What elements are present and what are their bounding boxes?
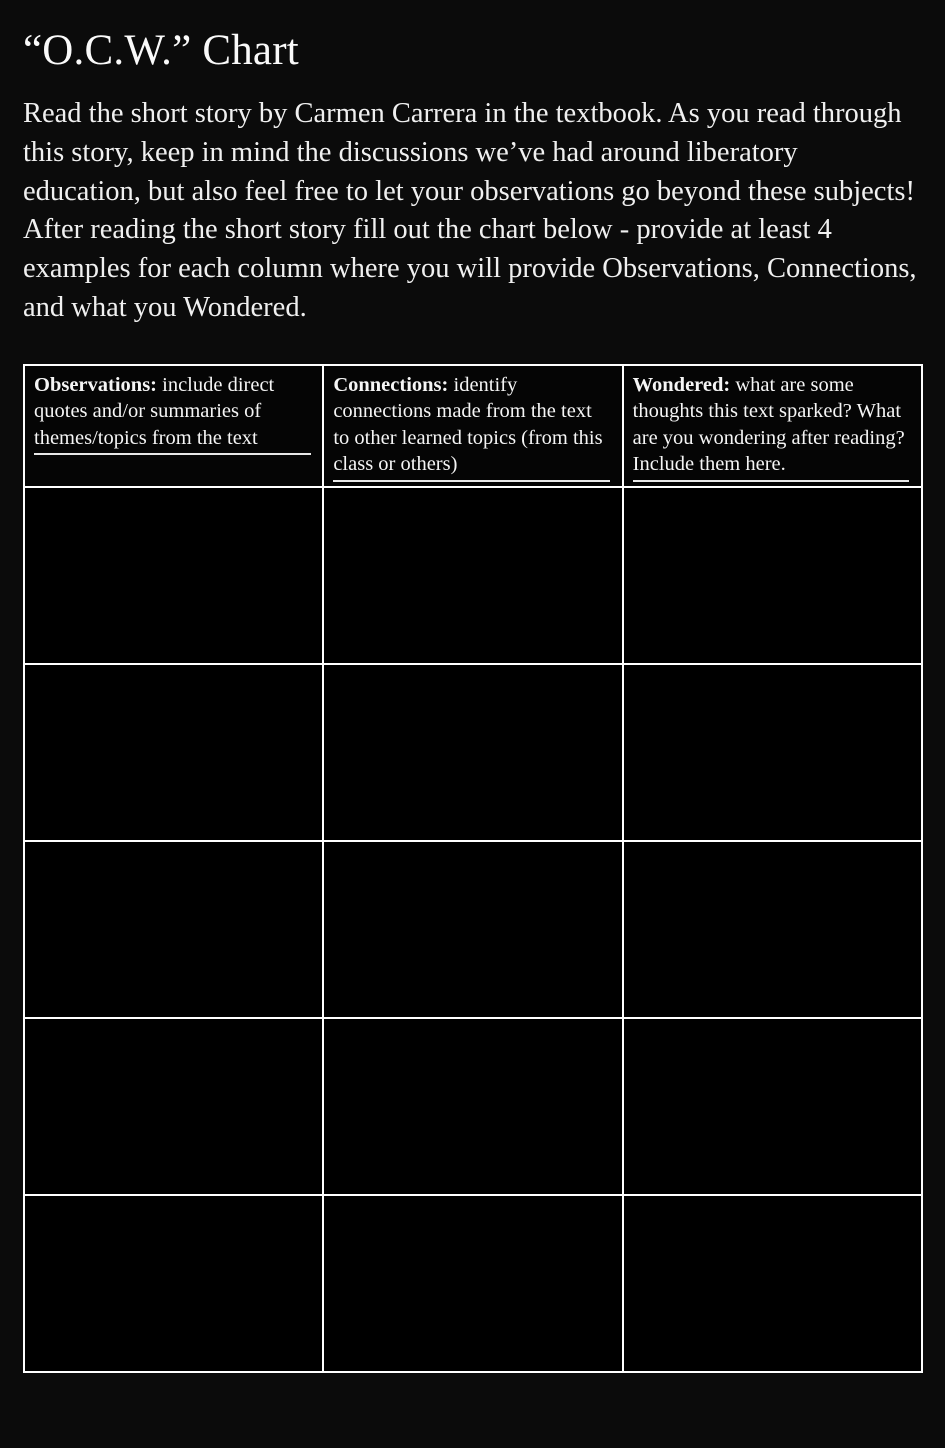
column-header-wondered (623, 365, 922, 488)
column-header-observations (24, 365, 323, 488)
cell-r3-observations[interactable] (24, 841, 323, 1018)
cell-r2-connections[interactable] (323, 664, 622, 841)
header-underline (633, 479, 910, 482)
wondered-label: Wondered: (632, 373, 731, 396)
connections-label: Connections: (333, 373, 449, 396)
cell-r5-connections[interactable] (323, 1195, 622, 1372)
column-header-connections (323, 365, 622, 488)
cell-r1-wondered[interactable] (623, 487, 922, 664)
instructions-paragraph: Read the short story by Carmen Carrera in the textbook. As you read through this story, keep in mind the discussions we’ve had around liberatory education, but also feel free to let your observations go beyond these subjects! After reading the short story fill out the chart below - provide at least 4 examples for each column where you will provide Observations, Connections, and what you Wondered. (23, 98, 917, 323)
table-row (24, 664, 922, 841)
cell-r3-wondered[interactable] (623, 841, 922, 1018)
cell-r4-connections[interactable] (323, 1018, 622, 1195)
header-underline (34, 452, 311, 455)
cell-r5-wondered[interactable] (623, 1195, 922, 1372)
table-row (24, 841, 922, 1018)
ocw-table (23, 364, 923, 1374)
table-row (24, 1018, 922, 1195)
cell-r1-observations[interactable] (24, 487, 323, 664)
cell-r4-wondered[interactable] (623, 1018, 922, 1195)
header-row (24, 365, 922, 488)
cell-r1-connections[interactable] (323, 487, 622, 664)
cell-r4-observations[interactable] (24, 1018, 323, 1195)
observations-label: Observations: (34, 373, 157, 396)
table-row (24, 1195, 922, 1372)
table-row (24, 487, 922, 664)
cell-r5-observations[interactable] (24, 1195, 323, 1372)
cell-r2-observations[interactable] (24, 664, 323, 841)
observations-description: include direct quotes and/or summaries of themes/topics from the text (34, 373, 275, 449)
wondered-description: what are some thoughts this text sparked? What are you wondering after reading? Include them here. (632, 373, 905, 476)
page-title: “O.C.W.” Chart (23, 27, 299, 74)
cell-r3-connections[interactable] (323, 841, 622, 1018)
header-underline (333, 479, 610, 482)
cell-r2-wondered[interactable] (623, 664, 922, 841)
connections-description: identify connections made from the text to other learned topics (from this class or others) (333, 373, 603, 476)
